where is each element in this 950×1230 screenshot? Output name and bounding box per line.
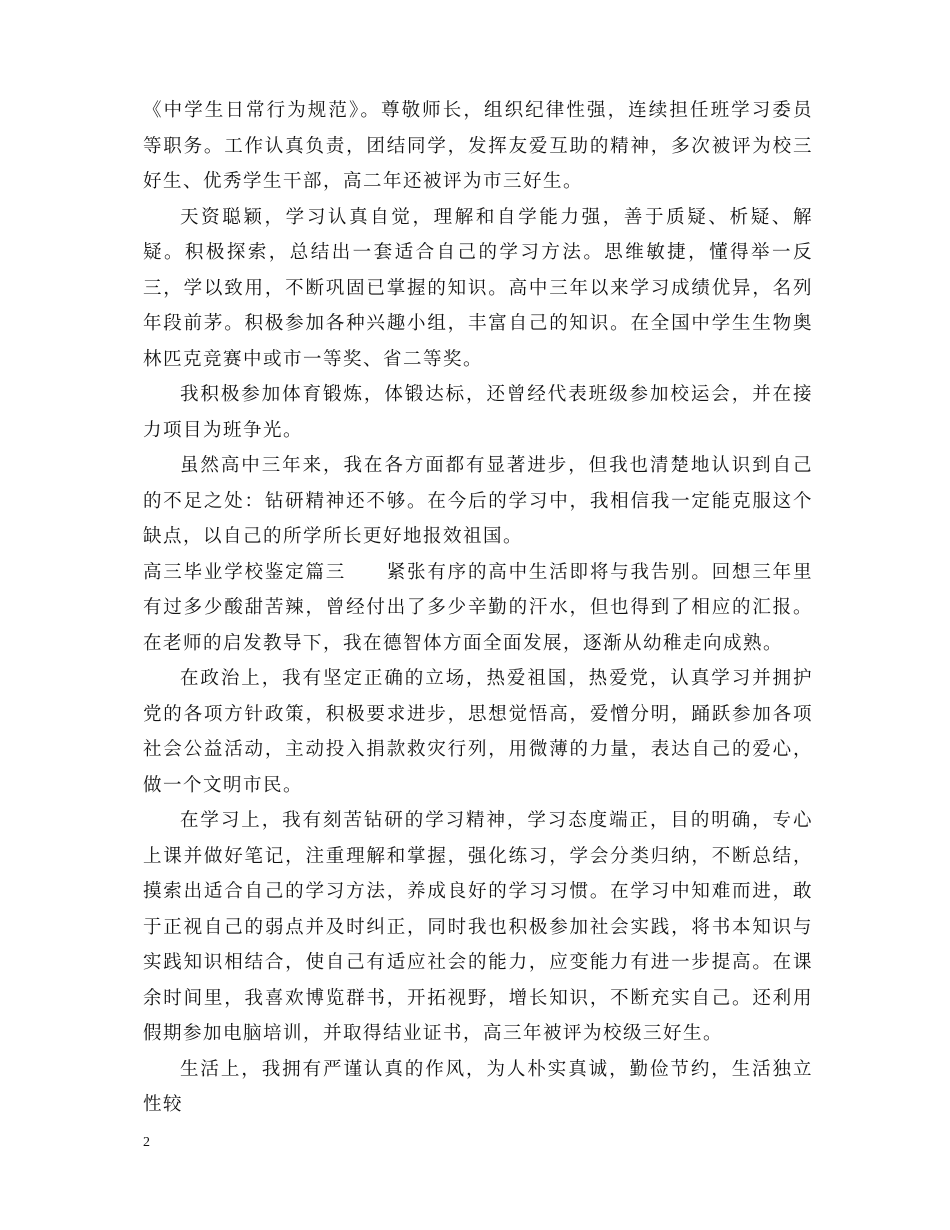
paragraph-4: 虽然高中三年来，我在各方面都有显著进步，但我也清楚地认识到自己的不足之处：钻研精神还不够。在今后的学习中，我相信我一定能克服这个缺点，以自己的所学所长更好地报效祖国。: [143, 455, 813, 547]
paragraph-5-section-heading: 高三毕业学校鉴定篇三 紧张有序的高中生活即将与我告别。回想三年里有过多少酸甜苦辣，曾经付出了多少辛勤的汗水，但也得到了相应的汇报。在老师的启发教导下，我在德智体方面全面发展，逐渐从幼稚走向成熟。: [143, 561, 813, 654]
paragraph-3: 我积极参加体育锻炼，体锻达标，还曾经代表班级参加校运会，并在接力项目为班争光。: [143, 384, 813, 441]
paragraph-7: 在学习上，我有刻苦钻研的学习精神，学习态度端正，目的明确，专心上课并做好笔记，注重理解和掌握，强化练习，学会分类归纳，不断总结，摸索出适合自己的学习方法，养成良好的学习习惯。在学习中知难而进，敢于正视自己的弱点并及时纠正，同时我也积极参加社会实践，将书本知识与实践知识相结合，使自己有适应社会的能力，应变能力有进一步提高。在课余时间里，我喜欢博览群书，开拓视野，增长知识，不断充实自己。还利用假期参加电脑培训，并取得结业证书，高三年被评为校级三好生。: [143, 810, 813, 1044]
paragraph-1: 《中学生日常行为规范》。尊敬师长，组织纪律性强，连续担任班学习委员等职务。工作认真负责，团结同学，发挥友爱互助的精神，多次被评为校三好生、优秀学生干部，高二年还被评为市三好生。: [143, 100, 813, 192]
paragraph-8: 生活上，我拥有严谨认真的作风，为人朴实真诚，勤俭节约，生活独立性较: [143, 1058, 813, 1115]
paragraph-2: 天资聪颖，学习认真自觉，理解和自学能力强，善于质疑、析疑、解疑。积极探索，总结出一套适合自己的学习方法。思维敏捷，懂得举一反三，学以致用，不断巩固已掌握的知识。高中三年以来学习成绩优异，名列年段前茅。积极参加各种兴趣小组，丰富自己的知识。在全国中学生生物奥林匹克竞赛中或市一等奖、省二等奖。: [143, 206, 813, 370]
paragraph-6: 在政治上，我有坚定正确的立场，热爱祖国，热爱党，认真学习并拥护党的各项方针政策，积极要求进步，思想觉悟高，爱憎分明，踊跃参加各项社会公益活动，主动投入捐款救灾行列，用微薄的力量，表达自己的爱心，做一个文明市民。: [143, 668, 813, 796]
page-number: 2: [143, 1135, 150, 1150]
document-body: [143, 93, 813, 1123]
